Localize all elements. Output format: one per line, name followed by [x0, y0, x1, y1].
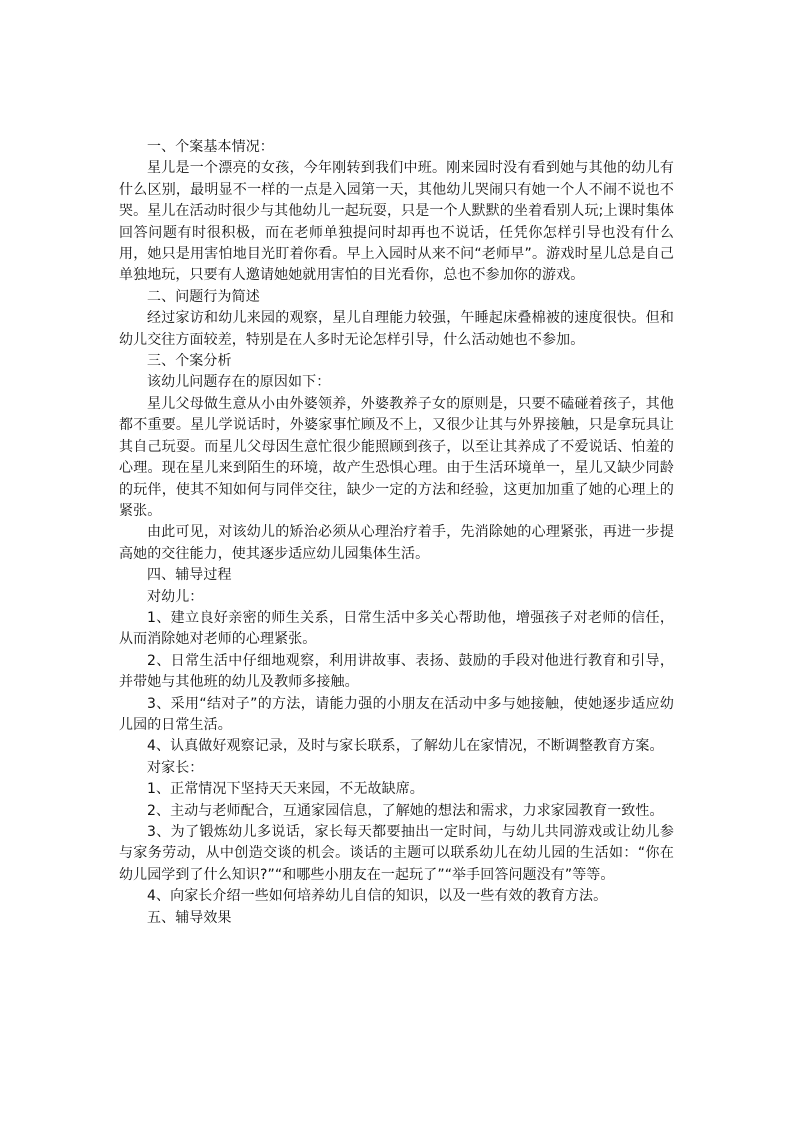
- heading-case-analysis: 三、个案分析: [147, 353, 232, 370]
- list-item-child-4: 4、认真做好观察记录，及时与家长联系，了解幼儿在家情况，不断调整教育方案。: [147, 738, 664, 755]
- paragraph-cause-detail: 星儿父母做生意从小由外婆领养，外婆教养子女的原则是，只要不磕碰着孩子，其他都不重要。星儿学说话时，外婆家事忙顾及不上，又很少让其与外界接触，只是拿玩具让其自己玩耍。而星儿父母因生意忙很少能照顾到孩子，以至让其养成了不爱说话、怕羞的心理。现在星儿来到陌生的环境，故产生恐惧心理。由于生活环境单一，星儿又缺少同龄的玩伴，使其不知如何与同伴交往，缺少一定的方法和经验，这更加加重了她的心理上的紧张。: [119, 395, 674, 519]
- heading-problem-behavior: 二、问题行为简述: [147, 288, 260, 305]
- subheading-for-child: 对幼儿：: [147, 588, 204, 605]
- list-item-parent-3: 3、为了锻炼幼儿多说话，家长每天都要抽出一定时间，与幼儿共同游戏或让幼儿参与家务劳动，从中创造交谈的机会。谈话的主题可以联系幼儿在幼儿园的生活如：“你在幼儿园学到了什么知识?”“和哪些小朋友在一起玩了”“举手回答问题没有”等等。: [119, 824, 674, 883]
- paragraph-conclusion: 由此可见，对该幼儿的矫治必须从心理治疗着手，先消除她的心理紧张，再进一步提高她的交往能力，使其逐步适应幼儿园集体生活。: [119, 524, 674, 562]
- list-item-child-1: 1、建立良好亲密的师生关系，日常生活中多关心帮助他，增强孩子对老师的信任，从而消除她对老师的心理紧张。: [119, 609, 674, 648]
- list-item-child-2: 2、日常生活中仔细地观察，利用讲故事、表扬、鼓励的手段对他进行教育和引导，并带她与其他班的幼儿及教师多接触。: [119, 652, 674, 691]
- paragraph-case-description: 星儿是一个漂亮的女孩，今年刚转到我们中班。刚来园时没有看到她与其他的幼儿有什么区别，最明显不一样的一点是入园第一天，其他幼儿哭闹只有她一个人不闹不说也不哭。星儿在活动时很少与其他幼儿一起玩耍，只是一个人默默的坐着看别人玩;上课时集体回答问题有时很积极，而在老师单独提问时却再也不说话，任凭你怎样引导也没有什么用，她只是用害怕地目光盯着你看。早上入园时从来不问“老师早”。游戏时星儿总是自己单独地玩，只要有人邀请她她就用害怕的目光看你，总也不参加你的游戏。: [119, 160, 674, 284]
- document-body: [119, 137, 674, 929]
- paragraph-cause-intro: 该幼儿问题存在的原因如下：: [147, 374, 331, 391]
- heading-guidance-effect: 五、辅导效果: [147, 909, 232, 926]
- list-item-parent-1: 1、正常情况下坚持天天来园，不无故缺席。: [147, 781, 424, 798]
- list-item-child-3: 3、采用“结对子”的方法，请能力强的小朋友在活动中多与她接触，使她逐步适应幼儿园的日常生活。: [119, 695, 674, 733]
- list-item-parent-4: 4、向家长介绍一些如何培养幼儿自信的知识，以及一些有效的教育方法。: [147, 888, 608, 905]
- heading-guidance-process: 四、辅导过程: [147, 567, 232, 584]
- subheading-for-parents: 对家长：: [147, 759, 204, 776]
- paragraph-problem-behavior: 经过家访和幼儿来园的观察，星儿自理能力较强，午睡起床叠棉被的速度很快。但和幼儿交往方面较差，特别是在人多时无论怎样引导，什么活动她也不参加。: [119, 310, 674, 348]
- list-item-parent-2: 2、主动与老师配合，互通家园信息，了解她的想法和需求，力求家园教育一致性。: [147, 802, 664, 819]
- heading-case-basic-info: 一、个案基本情况：: [147, 139, 274, 155]
